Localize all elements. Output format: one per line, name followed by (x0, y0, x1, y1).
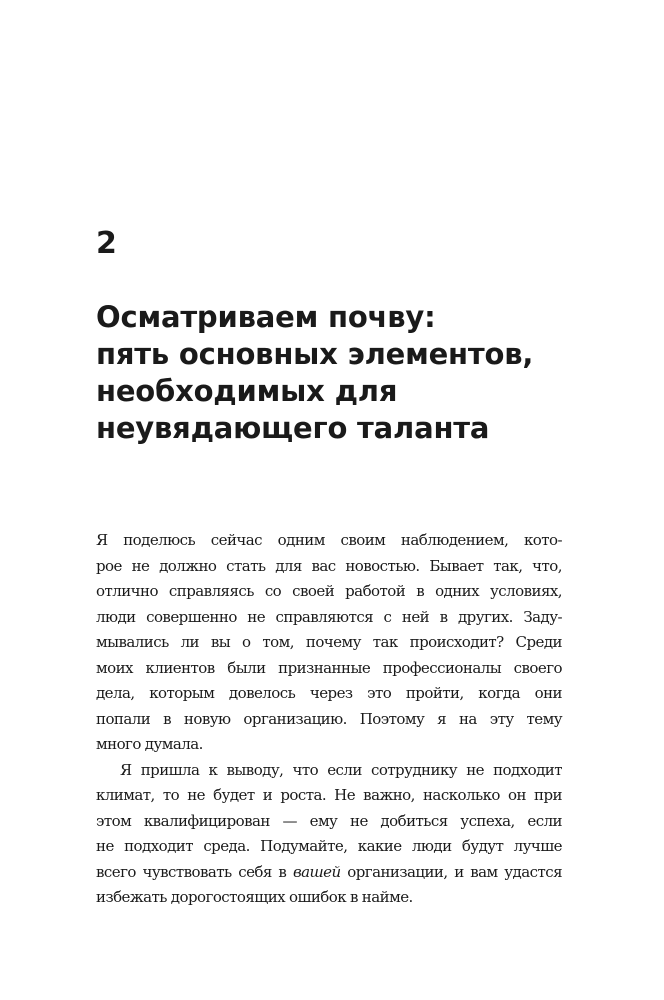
text-line: моих клиентов были признанные профессионалы своего (96, 658, 562, 677)
text-line: мывались ли вы о том, почему так происходит? Среди (96, 633, 562, 651)
text-line: избежать дорогостоящих ошибок в найме. (96, 888, 413, 906)
paragraph-1 (96, 528, 562, 758)
chapter-title-line: Осматриваем почву: (96, 300, 436, 334)
text-line: люди совершенно не справляются с ней в других. Заду- (96, 607, 562, 626)
chapter-title-line: пять основных элементов, (96, 337, 534, 371)
chapter-title-line: неувядающего таланта (96, 411, 490, 445)
text-segment: всего чувствовать себя в (96, 862, 293, 881)
text-line: климат, то не будет и роста. Не важно, насколько он при (96, 786, 562, 804)
text-line: отлично справляясь со своей работой в одних условиях, (96, 582, 562, 600)
text-line: не подходит среда. Подумайте, какие люди будут лучше (96, 837, 562, 855)
text-line: Я поделюсь сейчас одним своим наблюдением, кото- (96, 531, 562, 549)
paragraph-2 (96, 758, 562, 911)
text-line: дела, которым довелось через это пройти, когда они (96, 684, 562, 702)
chapter-title-line: необходимых для (96, 374, 398, 408)
text-segment: организации, и вам удастся (340, 862, 563, 881)
emphasized-word: вашей (292, 862, 341, 881)
text-line: Я пришла к выводу, что если сотруднику не подходит (120, 760, 562, 779)
chapter-title (96, 299, 616, 447)
text-line (96, 860, 562, 886)
text-line: попали в новую организацию. Поэтому я на эту тему (96, 709, 562, 728)
text-line: рое не должно стать для вас новостью. Бывает так, что, (96, 556, 562, 575)
text-line: много думала. (96, 735, 203, 753)
text-line: этом квалифицирован — ему не добиться успеха, если (96, 811, 562, 830)
chapter-number: 2 (96, 226, 117, 261)
body-text (96, 528, 562, 911)
